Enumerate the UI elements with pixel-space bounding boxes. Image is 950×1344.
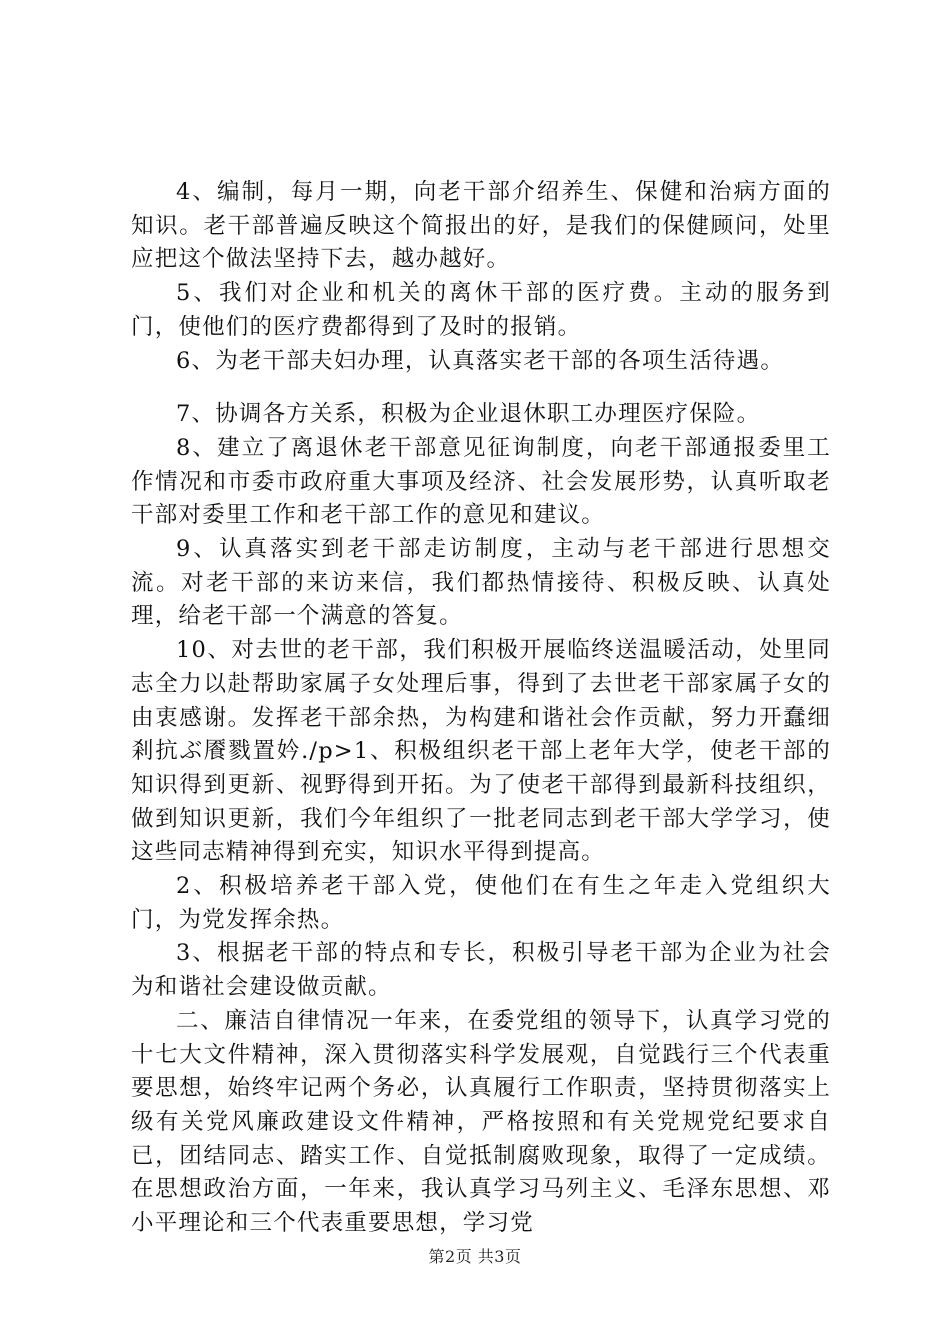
paragraph-item-8: 8、建立了离退休老干部意见征询制度，向老干部通报委里工作情况和市委市政府重大事项及经济、社会发展形势，认真听取老干部对委里工作和老干部工作的意见和建议。 <box>131 434 831 529</box>
paragraph-section-two: 二、廉洁自律情况一年来，在委党组的领导下，认真学习党的十七大文件精神，深入贯彻落实科学发展观，自觉践行三个代表重要思想，始终牢记两个务必，认真履行工作职责，坚持贯彻落实上级有关党风廉政建设文件精神，严格按照和有关党规党纪要求自已，团结同志、踏实工作、自觉抵制腐败现象，取得了一定成绩。在思想政治方面，一年来，我认真学习马列主义、毛泽东思想、邓小平理论和三个代表重要思想，学习党 <box>131 1007 831 1237</box>
document-body <box>131 176 831 1241</box>
paragraph-item-2: 2、积极培养老干部入党，使他们在有生之年走入党组织大门，为党发挥余热。 <box>131 873 831 933</box>
paragraph-item-4: 4、编制，每月一期，向老干部介绍养生、保健和治病方面的知识。老干部普遍反映这个简报出的好，是我们的保健顾问，处里应把这个做法坚持下去，越办越好。 <box>131 179 831 273</box>
paragraph-item-7: 7、协调各方关系，积极为企业退休职工办理医疗保险。 <box>176 401 761 428</box>
paragraph-item-5: 5、我们对企业和机关的离休干部的医疗费。主动的服务到门，使他们的医疗费都得到了及时的报销。 <box>131 280 831 340</box>
page-footer: 第2页 共3页 <box>428 1247 522 1266</box>
paragraph-item-10: 10、对去世的老干部，我们积极开展临终送温暖活动，处里同志全力以赴帮助家属子女处理后事，得到了去世老干部家属子女的由衷感谢。发挥老干部余热，为构建和谐社会作贡献，努力开蠢细剎抗ぶ餍戮置妗./p>1、积极组织老干部上老年大学，使老干部的知识得到更新、视野得到开拓。为了使老干部得到最新科技组织，做到知识更新，我们今年组织了一批老同志到老干部大学学习，使这些同志精神得到充实，知识水平得到提高。 <box>131 637 831 866</box>
paragraph-item-6: 6、为老干部夫妇办理，认真落实老干部的各项生活待遇。 <box>176 347 785 374</box>
paragraph-item-9: 9、认真落实到老干部走访制度，主动与老干部进行思想交流。对老干部的来访来信，我们都热情接待、积极反映、认真处理，给老干部一个满意的答复。 <box>131 536 831 630</box>
paragraph-item-3: 3、根据老干部的特点和专长，积极引导老干部为企业为社会为和谐社会建设做贡献。 <box>131 940 831 1001</box>
